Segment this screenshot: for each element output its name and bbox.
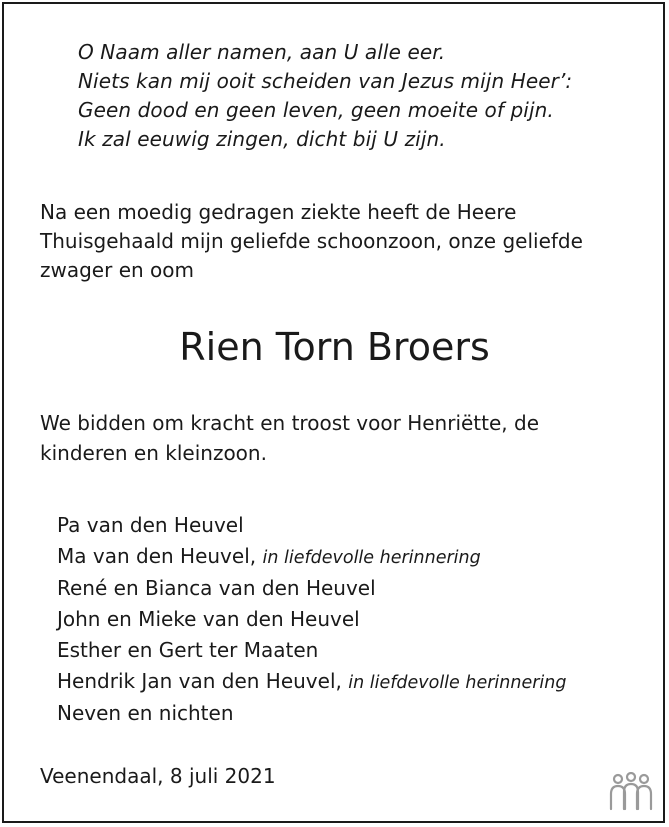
family-member-name: John en Mieke van den Heuvel (57, 607, 360, 632)
intro-line: zwager en oom (40, 258, 194, 282)
poem-line: Ik zal eeuwig zingen, dicht bij U zijn. (78, 127, 446, 151)
family-member-name: Hendrik Jan van den Heuvel, (57, 668, 342, 693)
family-member (57, 541, 567, 574)
family-list (57, 510, 567, 729)
intro-line: Thuisgehaald mijn geliefde schoonzoon, onze geliefde (40, 229, 583, 253)
family-member (57, 698, 567, 729)
family-member-name: Ma van den Heuvel, (57, 543, 257, 568)
family-member-name: René en Bianca van den Heuvel (57, 576, 376, 601)
announcement-intro (40, 198, 640, 285)
family-member (57, 604, 567, 635)
family-member-note: in liefdevolle herinnering (348, 672, 567, 693)
deceased-name: Rien Torn Broers (179, 325, 490, 369)
family-member-name: Neven en nichten (57, 701, 234, 726)
prayer-line: We bidden om kracht en troost voor Henriëtte, de (40, 411, 540, 435)
family-member (57, 573, 567, 604)
prayer-text (40, 408, 539, 468)
poem-line: Niets kan mij ooit scheiden van Jezus mijn Heer’: (78, 69, 573, 93)
family-member (57, 666, 567, 699)
family-member-name: Esther en Gert ter Maaten (57, 637, 319, 662)
poem-line: O Naam aller namen, aan U alle eer. (78, 40, 446, 64)
family-member (57, 510, 567, 541)
place-date: Veenendaal, 8 juli 2021 (40, 764, 276, 788)
family-member (57, 635, 567, 666)
family-member-note: in liefdevolle herinnering (262, 547, 481, 568)
prayer-line: kinderen en kleinzoon. (40, 441, 267, 465)
intro-line: Na een moedig gedragen ziekte heeft de Heere (40, 200, 517, 224)
family-group-icon (606, 772, 656, 812)
poem-line: Geen dood en geen leven, geen moeite of pijn. (78, 98, 554, 122)
poem (78, 38, 572, 154)
family-member-name: Pa van den Heuvel (57, 513, 244, 537)
